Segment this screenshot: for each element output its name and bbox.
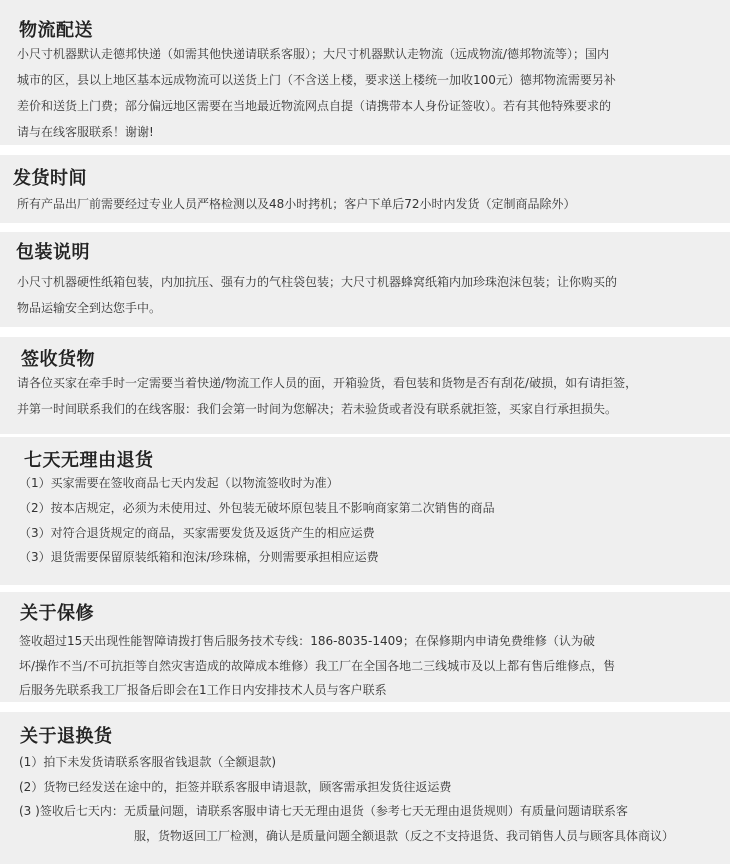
section-text-line: 小尺寸机器硬性纸箱包装，内加抗压、强有力的气柱袋包装；大尺寸机器蜂窝纸箱内加珍珠泡沫包装；让你购买的 (17, 275, 618, 289)
section-text-line: 后服务先联系我工厂报备后即会在1工作日内安排技术人员与客户联系 (19, 683, 387, 697)
section-text-line: (1）拍下未发货请联系客服省钱退款（全额退款) (19, 755, 276, 769)
section-text-line: (2）货物已经发送在途中的，拒签并联系客服申请退款，顾客需承担发货往返运费 (19, 780, 452, 794)
section-background (0, 155, 730, 223)
section-text-line: 物品运输安全到达您手中。 (17, 301, 162, 315)
section-text-line: 并第一时间联系我们的在线客服：我们会第一时间为您解决；若未验货或者没有联系就拒签，买家自行承担损失。 (17, 402, 618, 416)
section-text-line: 签收超过15天出现性能智障请拨打售后服务技术专线：186-8035-1409；在保修期内申请免费维修（认为破 (19, 634, 595, 648)
section-text-line: 所有产品出厂前需要经过专业人员严格检测以及48小时拷机；客户下单后72小时内发货（定制商品除外） (17, 197, 576, 211)
section-text-line: (3 )签收后七天内：无质量问题，请联系客服申请七天无理由退货（参考七天无理由退货规则）有质量问题请联系客 (19, 804, 628, 818)
section-text-line: （3）对符合退货规定的商品，买家需要发货及返货产生的相应运费 (19, 526, 375, 540)
section-text-line: 请与在线客服联系！谢谢! (17, 125, 154, 139)
section-title: 关于退换货 (20, 726, 113, 747)
section-text-line: 请各位买家在牵手时一定需要当着快递/物流工作人员的面，开箱验货，看包装和货物是否有刮花/破损，如有请拒签， (17, 376, 638, 390)
section-text-line: （1）买家需要在签收商品七天内发起（以物流签收时为准） (19, 476, 339, 490)
section-text-line: 服，货物返回工厂检测，确认是质量问题全额退款（反之不支持退货、我司销售人员与顾客具体商议） (134, 829, 675, 843)
section-title: 包装说明 (16, 242, 90, 263)
section-text-line: 城市的区，县以上地区基本远成物流可以送货上门（不含送上楼，要求送上楼统一加收100元）德邦物流需要另补 (17, 73, 616, 87)
section-title: 物流配送 (19, 20, 93, 41)
section-text-line: （2）按本店规定，必须为未使用过、外包装无破坏原包装且不影响商家第二次销售的商品 (19, 501, 495, 515)
section-title: 签收货物 (21, 349, 95, 370)
section-title: 关于保修 (20, 603, 94, 624)
section-title: 发货时间 (13, 168, 87, 189)
section-title: 七天无理由退货 (24, 450, 154, 471)
section-text-line: 差价和送货上门费；部分偏远地区需要在当地最近物流网点自提（请携带本人身份证签收）。若有其他特殊要求的 (17, 99, 612, 113)
section-text-line: 坏/操作不当/不可抗拒等自然灾害造成的故障成本维修）我工厂在全国各地二三线城市及以上都有售后维修点，售 (19, 659, 616, 673)
section-text-line: 小尺寸机器默认走德邦快递（如需其他快递请联系客服）；大尺寸机器默认走物流（远成物流/德邦物流等）；国内 (17, 47, 610, 61)
section-text-line: （3）退货需要保留原装纸箱和泡沫/珍珠棉，分则需要承担相应运费 (19, 550, 379, 564)
